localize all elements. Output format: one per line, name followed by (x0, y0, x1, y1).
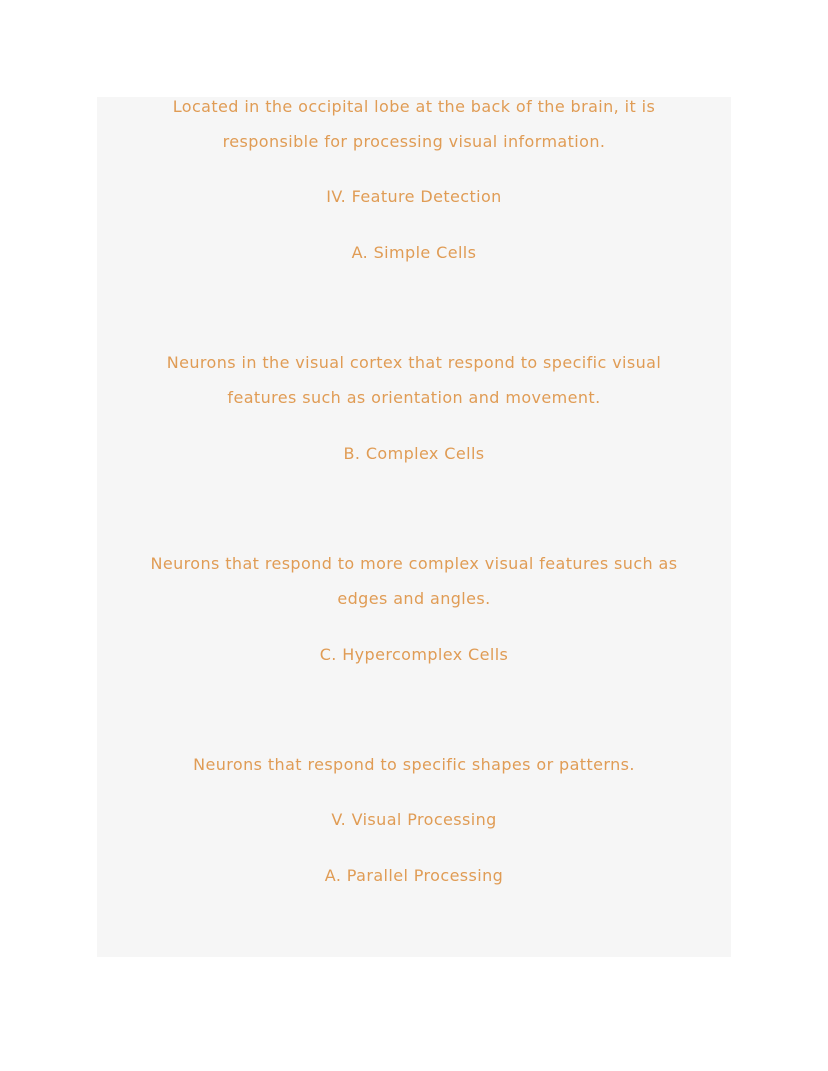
document-page (97, 97, 731, 957)
simple-cells-description-line-2: features such as orientation and movement. (227, 388, 601, 407)
complex-cells-description-line-1: Neurons that respond to more complex visual features such as (150, 554, 678, 573)
subheading-complex-cells: B. Complex Cells (343, 444, 485, 463)
section-heading-visual-processing: V. Visual Processing (331, 810, 497, 829)
visual-cortex-description-line-2: responsible for processing visual information. (222, 132, 606, 151)
subheading-parallel-processing: A. Parallel Processing (324, 866, 504, 885)
section-heading-feature-detection: IV. Feature Detection (326, 187, 502, 206)
subheading-hypercomplex-cells: C. Hypercomplex Cells (319, 645, 509, 664)
hypercomplex-cells-description: Neurons that respond to specific shapes or patterns. (193, 755, 635, 774)
visual-cortex-description-line-1: Located in the occipital lobe at the back of the brain, it is (172, 97, 656, 116)
simple-cells-description-line-1: Neurons in the visual cortex that respond to specific visual (166, 353, 662, 372)
complex-cells-description-line-2: edges and angles. (337, 589, 491, 608)
subheading-simple-cells: A. Simple Cells (351, 243, 477, 262)
